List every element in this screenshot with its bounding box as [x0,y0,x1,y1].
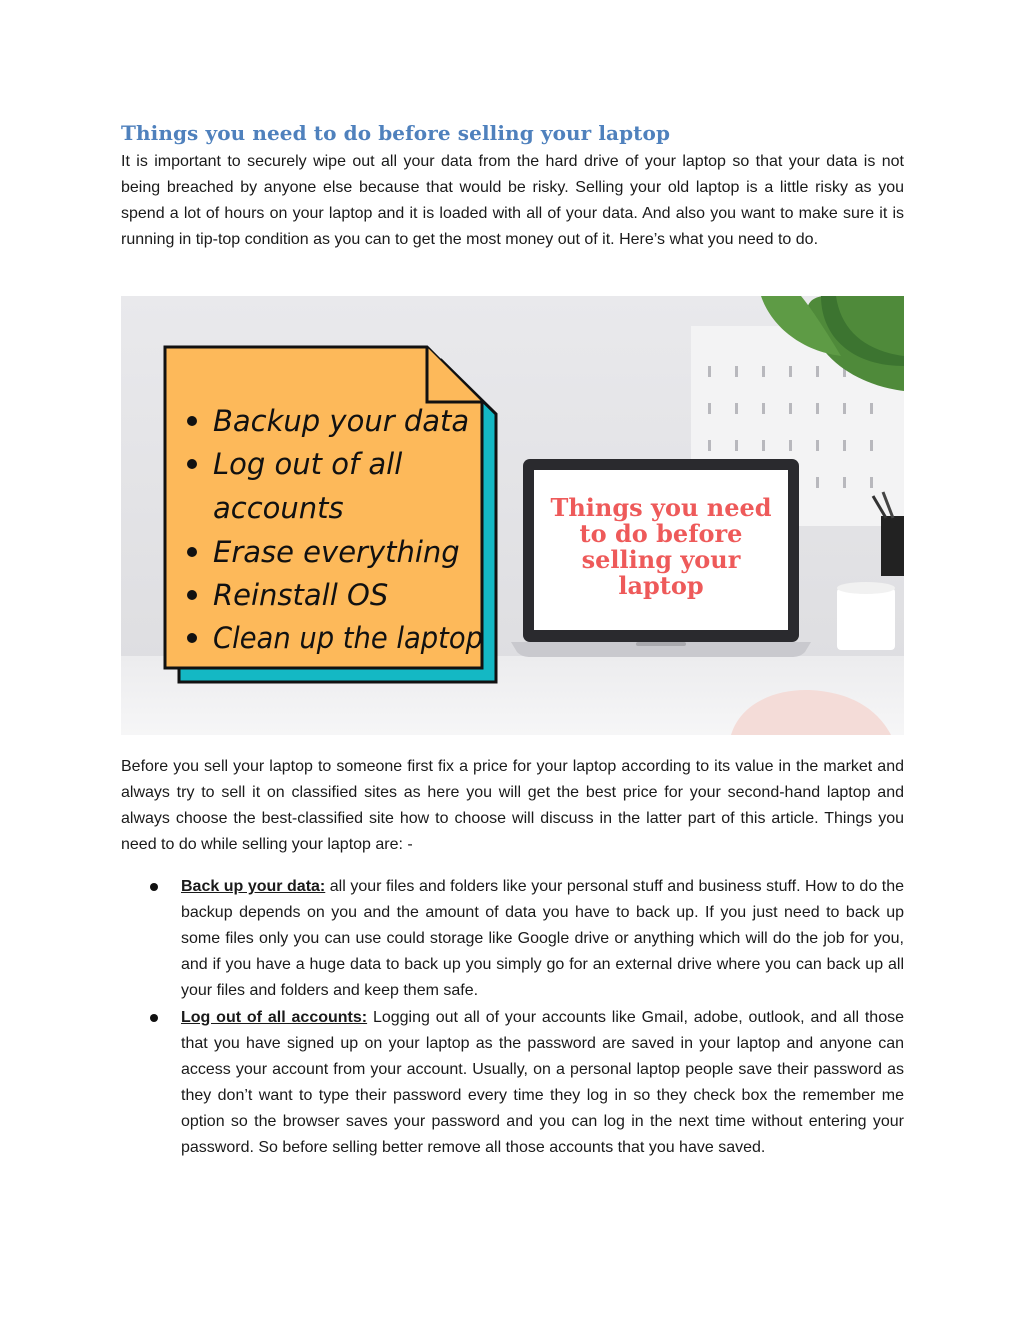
note-item: Log out of all [213,447,403,481]
intro-paragraph: It is important to securely wipe out all your data from the hard drive of your laptop so that your data is not being breached by anyone else because that would be risky. Selling your old laptop is a little risky as you spend a lot of hours on your laptop and it is loaded with all of your data. And also you want to make sure it is running in tip-top condition as you can to get the most money out of it. Here’s what you need to do. [121,153,904,248]
article-title: Things you need to do before selling your laptop [121,121,671,145]
article-illustration [121,296,904,735]
illustration-svg [121,296,904,735]
body-paragraph: Before you sell your laptop to someone first fix a price for your laptop according to its value in the market and always try to sell it on classified sites as here you will get the best price for your second-hand laptop and always choose the best-classified site how to choose will discuss in the latter part of this article. Things you need to do while selling your laptop are: - [121,758,904,853]
note-item: Backup your data [213,404,470,438]
list-item [121,874,904,1004]
step-term: Back up your data: [181,878,326,895]
list-item [121,1005,904,1161]
step-text: Logging out all of your accounts like Gmail, adobe, outlook, and all those that you have signed up on your laptop as the password are saved in your laptop and anyone can access your account from your account. Usually, on a personal laptop people save their password as they don’t want to type their password every time they log in so they check box the remember me option so the browser saves your password and you can log in the next time without entering your password. So before selling better remove all those accounts that you have saved. [181,1009,905,1156]
steps-list [121,874,904,1161]
screen-line: selling your [581,545,741,574]
screen-line: Things you need [550,493,772,522]
step-term: Log out of all accounts: [181,1009,368,1026]
screen-line: laptop [618,571,704,600]
step-text: all your files and folders like your personal stuff and business stuff. How to do the backup depends on you and the amount of data you have to back up. If you just need to back up some files only you can use could storage like Google drive or anything which will do the job for you, and if you have a huge data to back up you simply go for an external drive where you can back up all your files and folders and keep them safe. [181,878,904,999]
note-item: Reinstall OS [213,578,389,612]
screen-line: to do before [579,519,743,548]
note-item: accounts [213,491,344,525]
note-item: Erase everything [213,535,460,569]
mug [837,582,895,650]
note-item: Clean up the laptop [213,621,483,655]
bullet-icon [150,883,158,891]
bullet-icon [150,1014,158,1022]
